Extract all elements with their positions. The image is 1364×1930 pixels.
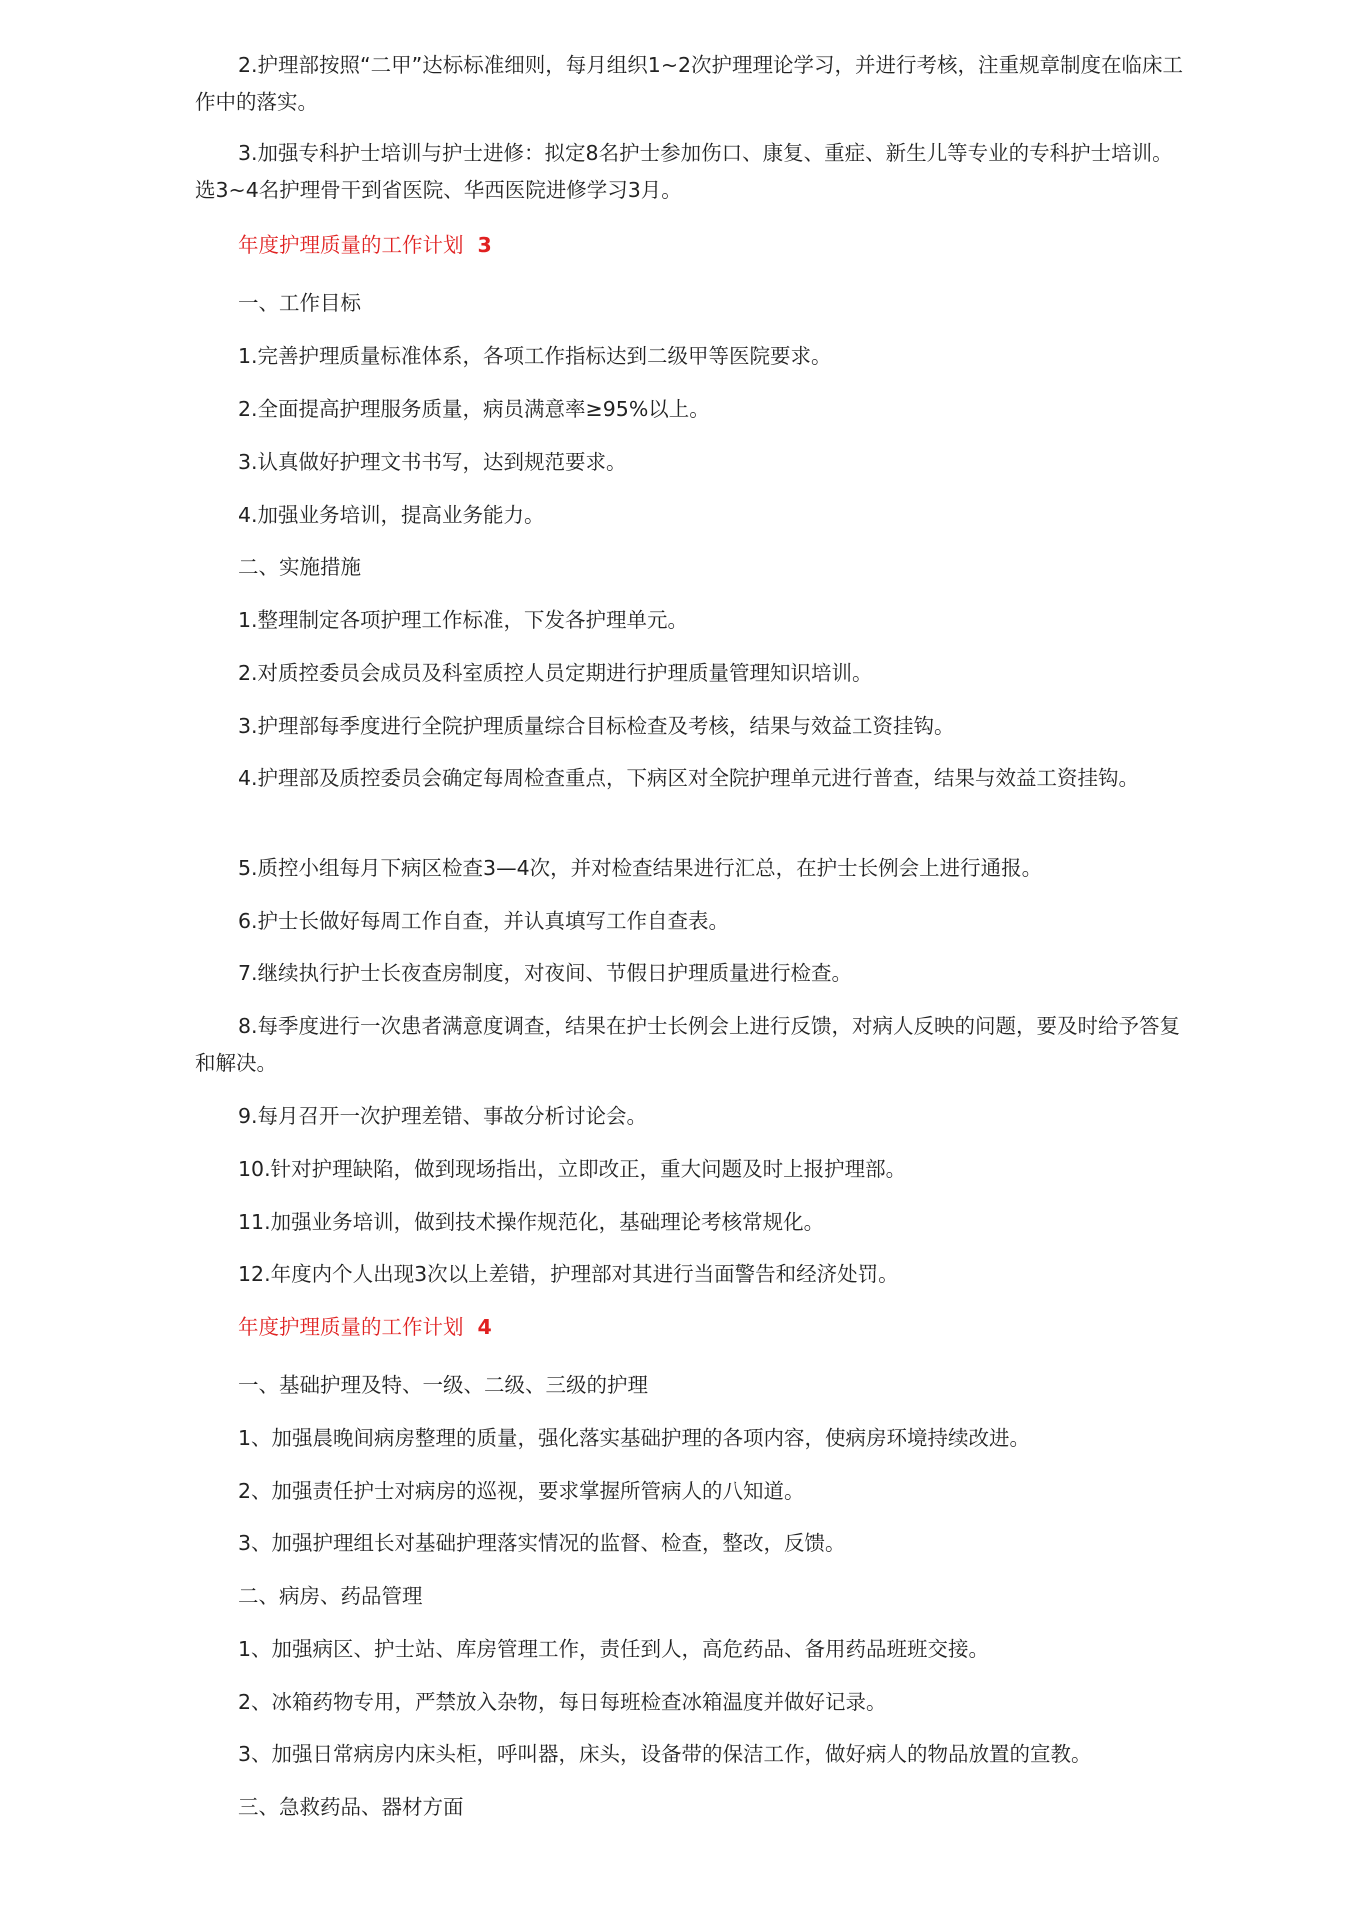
list-item: 7.继续执行护士长夜查房制度，对夜间、节假日护理质量进行检查。	[238, 961, 853, 985]
section-heading-3	[238, 227, 492, 264]
list-item: 11.加强业务培训，做到技术操作规范化，基础理论考核常规化。	[238, 1210, 825, 1234]
list-item: 8.每季度进行一次患者满意度调查，结果在护士长例会上进行反馈，对病人反映的问题，要及时给予答复和解决。	[195, 1014, 1181, 1075]
list-item: 12.年度内个人出现3次以上差错，护理部对其进行当面警告和经济处罚。	[238, 1262, 899, 1286]
section-heading-text: 年度护理质量的工作计划	[238, 233, 464, 257]
list-item: 1.完善护理质量标准体系，各项工作指标达到二级甲等医院要求。	[238, 344, 832, 368]
subheading: 一、基础护理及特、一级、二级、三级的护理	[238, 1373, 648, 1397]
list-item: 3.护理部每季度进行全院护理质量综合目标检查及考核，结果与效益工资挂钩。	[238, 714, 955, 738]
list-item: 3、加强护理组长对基础护理落实情况的监督、检查，整改，反馈。	[238, 1531, 846, 1555]
list-item: 3、加强日常病房内床头柜，呼叫器，床头，设备带的保洁工作，做好病人的物品放置的宣教。	[238, 1742, 1092, 1766]
list-item: 2、冰箱药物专用，严禁放入杂物，每日每班检查冰箱温度并做好记录。	[238, 1690, 887, 1714]
list-item: 4.护理部及质控委员会确定每周检查重点，下病区对全院护理单元进行普查，结果与效益工资挂钩。	[238, 766, 1140, 790]
subheading: 三、急救药品、器材方面	[238, 1795, 464, 1819]
list-item: 5.质控小组每月下病区检查3—4次，并对检查结果进行汇总，在护士长例会上进行通报。	[238, 856, 1043, 880]
section-heading-4	[238, 1309, 492, 1346]
list-item: 1、加强病区、护士站、库房管理工作，责任到人，高危药品、备用药品班班交接。	[238, 1637, 990, 1661]
section-heading-number: 3	[477, 233, 492, 257]
paragraph: 2.护理部按照“二甲”达标标准细则，每月组织1~2次护理理论学习，并进行考核，注重规章制度在临床工作中的落实。	[195, 53, 1184, 114]
list-item: 2.对质控委员会成员及科室质控人员定期进行护理质量管理知识培训。	[238, 661, 873, 685]
list-item: 4.加强业务培训，提高业务能力。	[238, 503, 545, 527]
subheading: 一、工作目标	[238, 291, 361, 315]
list-item: 3.认真做好护理文书书写，达到规范要求。	[238, 450, 627, 474]
subheading: 二、实施措施	[238, 555, 361, 579]
subheading: 二、病房、药品管理	[238, 1584, 423, 1608]
section-heading-text: 年度护理质量的工作计划	[238, 1315, 464, 1339]
list-item: 2、加强责任护士对病房的巡视，要求掌握所管病人的八知道。	[238, 1479, 805, 1503]
list-item: 9.每月召开一次护理差错、事故分析讨论会。	[238, 1104, 648, 1128]
list-item: 1、加强晨晚间病房整理的质量，强化落实基础护理的各项内容，使病房环境持续改进。	[238, 1426, 1031, 1450]
list-item: 2.全面提高护理服务质量，病员满意率≥95%以上。	[238, 397, 710, 421]
list-item: 10.针对护理缺陷，做到现场指出，立即改正，重大问题及时上报护理部。	[238, 1157, 907, 1181]
section-heading-number: 4	[477, 1315, 492, 1339]
paragraph: 3.加强专科护士培训与护士进修：拟定8名护士参加伤口、康复、重症、新生儿等专业的专科护士培训。选3~4名护理骨干到省医院、华西医院进修学习3月。	[195, 141, 1173, 202]
list-item: 6.护士长做好每周工作自查，并认真填写工作自查表。	[238, 909, 730, 933]
list-item: 1.整理制定各项护理工作标准，下发各护理单元。	[238, 608, 689, 632]
